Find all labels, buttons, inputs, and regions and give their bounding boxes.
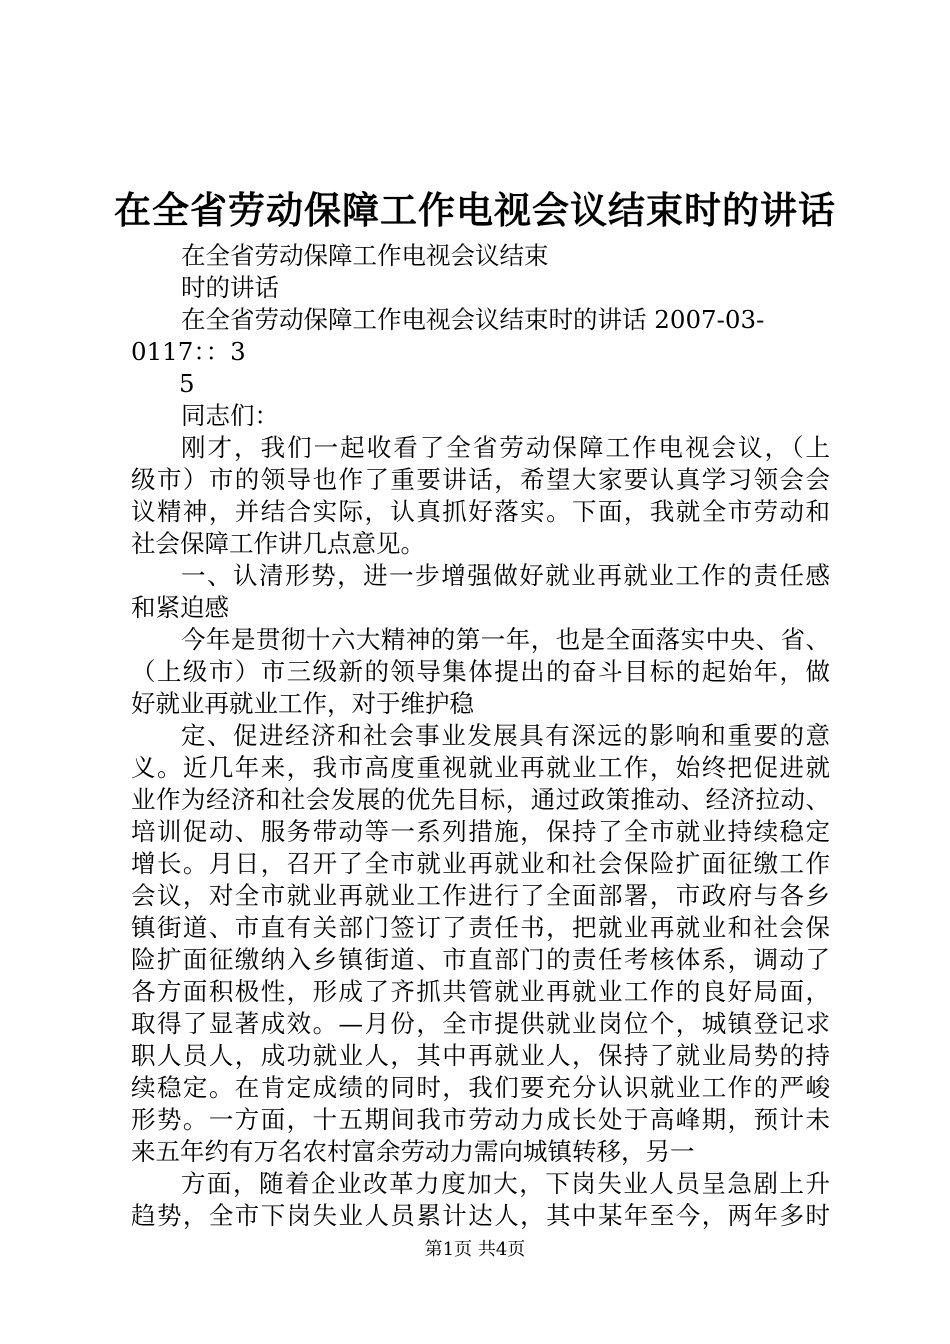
text-line: 形势。一方面，十五期间我市劳动力成长处于高峰期，预计未 xyxy=(131,1105,830,1134)
document-title: 在全省劳动保障工作电视会议结束时的讲话 xyxy=(114,188,836,232)
text-line: 在全省劳动保障工作电视会议结束时的讲话 2007-03- xyxy=(181,305,765,334)
text-line: 职人员人，成功就业人，其中再就业人，保持了就业局势的持 xyxy=(131,1041,830,1070)
section-heading: 一、认清形势，进一步增强做好就业再就业工作的责任感 xyxy=(181,561,830,590)
text-line: 0117：：3 xyxy=(131,337,246,366)
text-line: （上级市）市三级新的领导集体提出的奋斗目标的起始年，做 xyxy=(131,657,830,686)
text-line: 会议，对全市就业再就业工作进行了全面部署，市政府与各乡 xyxy=(131,881,830,910)
text-line: 培训促动、服务带动等一系列措施，保持了全市就业持续稳定 xyxy=(131,817,830,846)
salutation: 同志们： xyxy=(181,401,279,430)
text-line: 好就业再就业工作，对于维护稳 xyxy=(131,689,474,718)
section-heading: 和紧迫感 xyxy=(131,593,229,622)
text-line: 义。近几年来，我市高度重视就业再就业工作，始终把促进就 xyxy=(131,753,830,782)
text-line: 社会保障工作讲几点意见。 xyxy=(131,529,425,558)
text-line: 业作为经济和社会发展的优先目标，通过政策推动、经济拉动、 xyxy=(131,785,830,814)
text-line: 各方面积极性，形成了齐抓共管就业再就业工作的良好局面， xyxy=(131,977,830,1006)
text-line: 趋势，全市下岗失业人员累计达人，其中某年至今，两年多时 xyxy=(131,1201,830,1230)
text-line: 议精神，并结合实际，认真抓好落实。下面，我就全市劳动和 xyxy=(131,497,830,526)
text-line: 镇街道、市直有关部门签订了责任书，把就业再就业和社会保 xyxy=(131,913,830,942)
text-line: 来五年约有万名农村富余劳动力需向城镇转移，另一 xyxy=(131,1137,695,1166)
text-line: 级市）市的领导也作了重要讲话，希望大家要认真学习领会会 xyxy=(131,465,830,494)
text-line: 今年是贯彻十六大精神的第一年，也是全面落实中央、省、 xyxy=(181,625,830,654)
text-line: 增长。月日，召开了全市就业再就业和社会保险扩面征缴工作 xyxy=(131,849,830,878)
text-line: 时的讲话 xyxy=(181,273,279,302)
text-line: 在全省劳动保障工作电视会议结束 xyxy=(181,241,549,270)
text-line: 险扩面征缴纳入乡镇街道、市直部门的责任考核体系，调动了 xyxy=(131,945,830,974)
text-line: 刚才，我们一起收看了全省劳动保障工作电视会议，（上 xyxy=(181,433,830,462)
text-line: 方面，随着企业改革力度加大，下岗失业人员呈急剧上升 xyxy=(181,1169,830,1198)
text-line: 5 xyxy=(179,369,195,398)
text-line: 续稳定。在肯定成绩的同时，我们要充分认识就业工作的严峻 xyxy=(131,1073,830,1102)
text-line: 定、促进经济和社会事业发展具有深远的影响和重要的意 xyxy=(181,721,830,750)
text-line: 取得了显著成效。—月份，全市提供就业岗位个，城镇登记求 xyxy=(131,1009,830,1038)
page-number: 第1页 共4页 xyxy=(424,1239,526,1260)
